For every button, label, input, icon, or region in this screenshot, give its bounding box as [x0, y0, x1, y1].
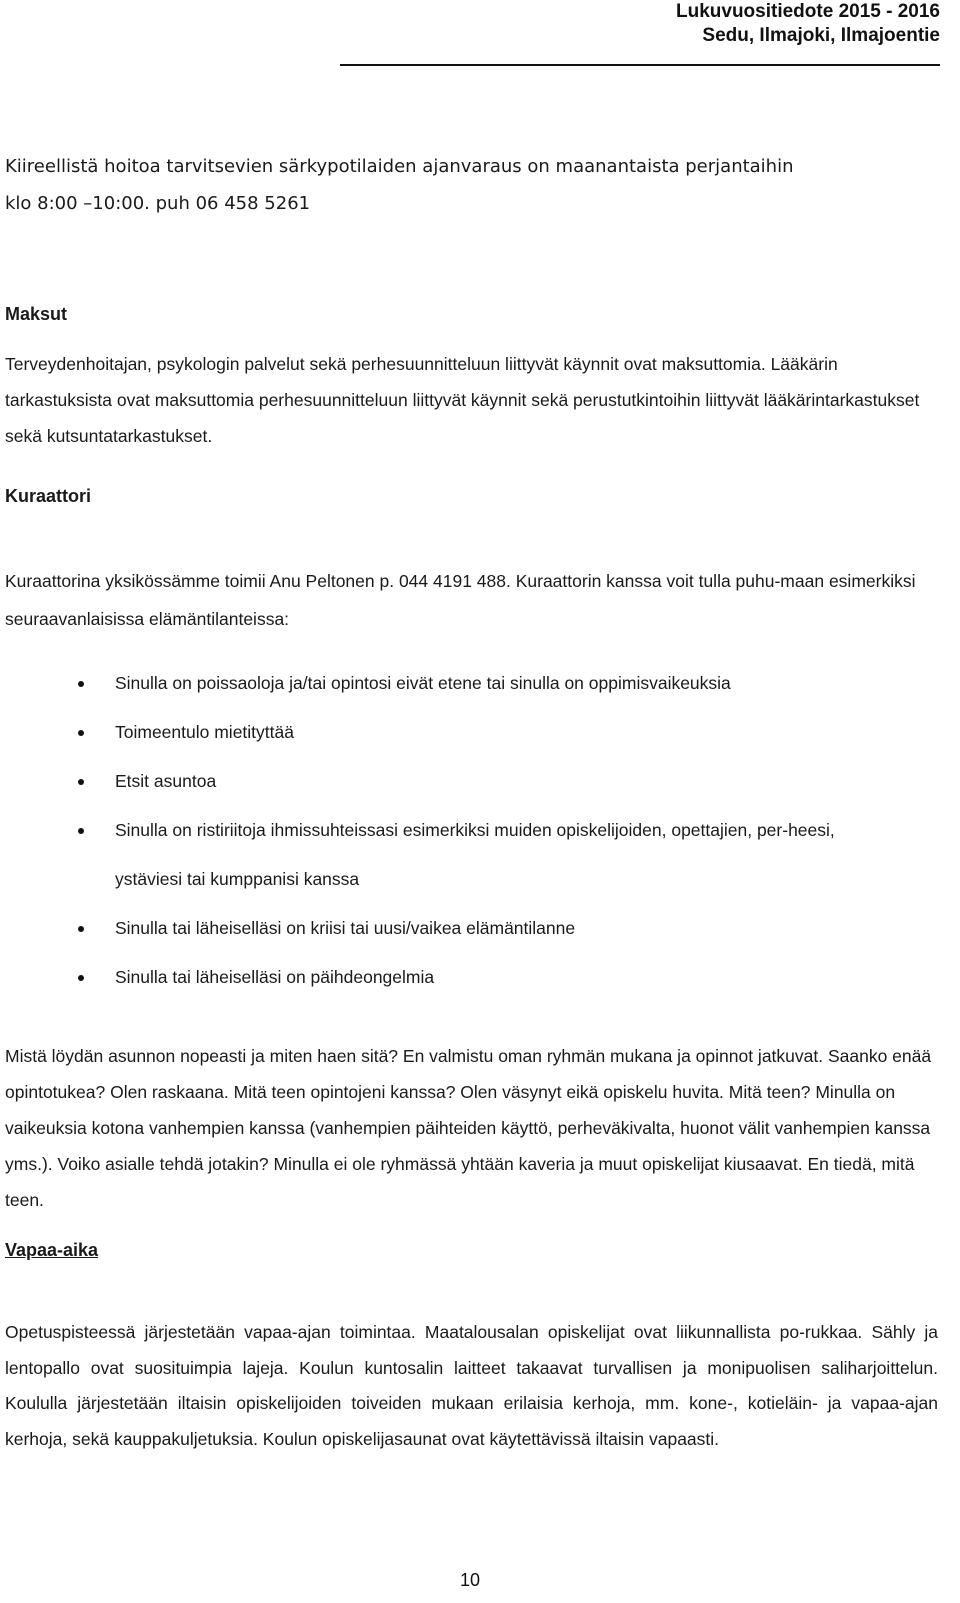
- kuraattori-questions-paragraph: Mistä löydän asunnon nopeasti ja miten haen sitä? En valmistu oman ryhmän mukana ja opinnot jatkuvat. Saanko enää opintotukea? Olen raskaana. Mitä teen opintojeni kanssa? Olen väsynyt eikä opiskelu huvita. Mitä teen? Minulla on vaikeuksia kotona vanhempien kanssa (vanhempien päihteiden käyttö, perheväkivalta, huonot välit vanhempien kanssa yms.). Voiko asialle tehdä jotakin? Minulla ei ole ryhmässä yhtään kaveria ja muut opiskelijat kiusaavat. En tiedä, mitä teen.: [5, 1046, 932, 1210]
- intro-line-2: klo 8:00 –10:00. puh 06 458 5261: [5, 193, 311, 214]
- page-header: [60, 0, 940, 48]
- intro-paragraph: [5, 148, 940, 222]
- kuraattori-heading: Kuraattori: [5, 486, 92, 506]
- list-item: Sinulla on ristiriitoja ihmissuhteissasi esimerkiksi muiden opiskelijoiden, opettajien, per-heesi, ystäviesi tai kumppanisi kanssa: [0, 806, 940, 904]
- maksut-paragraph: Terveydenhoitajan, psykologin palvelut sekä perhesuunnitteluun liittyvät käynnit ovat maksuttomia. Lääkärin tarkastuksista ovat maksuttomia perhesuunnitteluun liittyvät käynnit sekä perustutkintoihin liittyvät lääkärintarkastukset sekä kutsuntatarkastukset.: [5, 354, 920, 446]
- kuraattori-bullet-list: [0, 659, 940, 1002]
- list-item: Sinulla tai läheiselläsi on kriisi tai uusi/vaikea elämäntilanne: [0, 904, 940, 953]
- maksut-heading: Maksut: [5, 304, 68, 324]
- vapaa-aika-heading: Vapaa-aika: [5, 1240, 99, 1260]
- page-number: 10: [459, 1570, 481, 1590]
- list-item: Sinulla tai läheiselläsi on päihdeongelmia: [0, 953, 940, 1002]
- list-item: Etsit asuntoa: [0, 757, 940, 806]
- header-subtitle: Sedu, Ilmajoki, Ilmajoentie: [702, 25, 940, 46]
- header-divider: [340, 64, 940, 66]
- kuraattori-paragraph: Kuraattorina yksikössämme toimii Anu Peltonen p. 044 4191 488. Kuraattorin kanssa voit tulla puhu-maan esimerkiksi seuraavanlaisissa elämäntilanteissa:: [5, 571, 916, 629]
- list-item: Toimeentulo mietityttää: [0, 708, 940, 757]
- list-item: Sinulla on poissaoloja ja/tai opintosi eivät etene tai sinulla on oppimisvaikeuksia: [0, 659, 940, 708]
- intro-line-1: Kiireellistä hoitoa tarvitsevien särkypotilaiden ajanvaraus on maanantaista perjantaihin: [5, 156, 794, 177]
- header-title: Lukuvuositiedote 2015 - 2016: [676, 1, 940, 22]
- vapaa-aika-paragraph: Opetuspisteessä järjestetään vapaa-ajan toimintaa. Maatalousalan opiskelijat ovat liikunnallista po-rukkaa. Sähly ja lentopallo ovat suosituimpia lajeja. Koulun kuntosalin laitteet takaavat turvallisen ja monipuolisen saliharjoittelun. Koululla järjestetään iltaisin opiskelijoiden toiveiden mukaan erilaisia kerhoja, mm. kone-, kotieläin- ja vapaa-ajan kerhoja, sekä kauppakuljetuksia. Koulun opiskelijasaunat ovat käytettävissä iltaisin vapaasti.: [5, 1322, 938, 1449]
